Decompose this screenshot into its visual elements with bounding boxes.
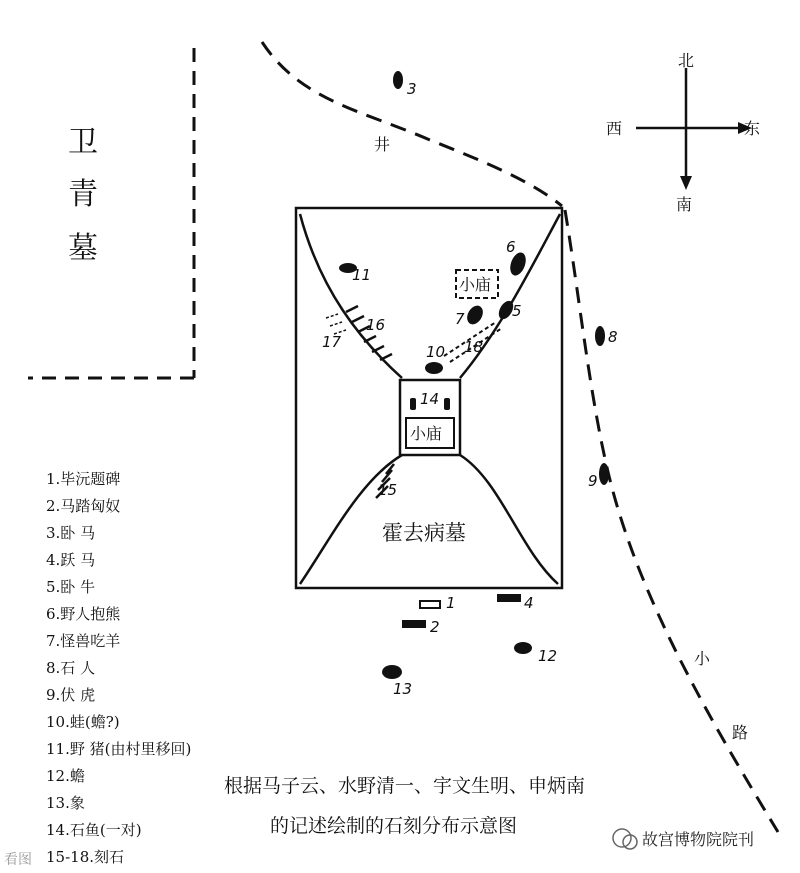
legend-item-8: 8.石 人 (46, 659, 96, 677)
stone-carvings (322, 71, 618, 698)
legend-item-12: 12.蟾 (46, 767, 85, 785)
legend-item-11: 11.野 猪(由村里移回) (46, 740, 192, 758)
legend-item-6: 6.野人抱熊 (46, 605, 121, 623)
wei-qing-char-1: 卫 (68, 125, 98, 160)
compass-north: 北 (678, 51, 695, 70)
compass-west: 西 (606, 119, 623, 138)
caption-line-2: 的记述绘制的石刻分布示意图 (270, 815, 518, 837)
wei-qing-tomb-label (68, 125, 98, 266)
legend-item-2: 2.马踏匈奴 (46, 497, 121, 515)
compass-south: 南 (676, 195, 693, 214)
stone-8-number: 8 (608, 328, 618, 346)
watermark-right-text: 故宫博物院院刊 (642, 830, 755, 849)
stone-14-number: 14 (420, 390, 440, 408)
compass (606, 51, 760, 214)
stone-17-number: 17 (322, 333, 342, 351)
legend-item-15: 15-18.刻石 (46, 848, 125, 866)
stone-17-mark (326, 314, 346, 334)
stone-5-number: 5 (512, 302, 522, 320)
stone-9-mark (599, 463, 609, 485)
huo-qubing-tomb-label: 霍去病墓 (382, 521, 466, 545)
caption-line-1: 根据马子云、水野清一、宇文生明、申炳南 (224, 775, 586, 797)
compass-east: 东 (744, 119, 761, 138)
watermark-bottom-left: 看图 (4, 852, 32, 868)
wei-qing-char-2: 青 (68, 177, 98, 212)
stone-7-mark (464, 303, 486, 327)
stone-12-mark (514, 642, 532, 654)
stone-3-mark (393, 71, 403, 89)
northern-path (262, 42, 562, 206)
legend-item-1: 1.毕沅题碑 (46, 470, 121, 488)
stone-1-mark (420, 601, 440, 608)
stone-2-number: 2 (430, 618, 440, 636)
stone-13-number: 13 (393, 680, 413, 698)
stone-3-number: 3 (407, 80, 417, 98)
road-char-1: 小 (694, 649, 711, 668)
stone-8-mark (595, 326, 605, 346)
legend-item-3: 3.卧 马 (46, 524, 96, 542)
stone-13-mark (382, 665, 402, 679)
stone-1-number: 1 (446, 594, 456, 612)
stone-12-number: 12 (538, 647, 558, 665)
legend-item-7: 7.怪兽吃羊 (46, 632, 121, 650)
stone-4-number: 4 (524, 594, 534, 612)
well-label: 井 (374, 135, 391, 154)
legend-item-9: 9.伏 虎 (46, 686, 96, 704)
stone-18-number: 18 (464, 338, 484, 356)
stone-16-number: 16 (366, 316, 386, 334)
south-arrow-icon (680, 176, 692, 190)
stone-14-mark-left (410, 398, 416, 410)
stone-15-number: 15 (378, 481, 398, 499)
stone-10-mark (425, 362, 443, 374)
road-char-2: 路 (732, 723, 749, 742)
stone-4-mark (497, 594, 521, 602)
legend-item-13: 13.象 (46, 794, 85, 812)
stone-11-number: 11 (352, 266, 372, 284)
stone-9-number: 9 (588, 472, 598, 490)
legend-item-14: 14.石鱼(一对) (46, 821, 142, 839)
stone-10-number: 10 (426, 343, 446, 361)
wechat-icon (613, 829, 631, 847)
legend-item-5: 5.卧 牛 (46, 578, 96, 596)
stone-14-mark-right (444, 398, 450, 410)
upper-small-temple-label: 小庙 (459, 275, 492, 294)
wei-qing-char-3: 墓 (68, 231, 98, 266)
watermark-right (613, 829, 754, 849)
legend-item-10: 10.蛙(蟾?) (46, 713, 120, 731)
legend-item-4: 4.跃 马 (46, 551, 96, 569)
wei-qing-tomb-boundary (28, 48, 194, 378)
stone-2-mark (402, 620, 426, 628)
stone-6-number: 6 (506, 238, 516, 256)
central-small-temple-label: 小庙 (410, 424, 443, 443)
stone-7-number: 7 (455, 310, 465, 328)
legend (46, 470, 191, 866)
